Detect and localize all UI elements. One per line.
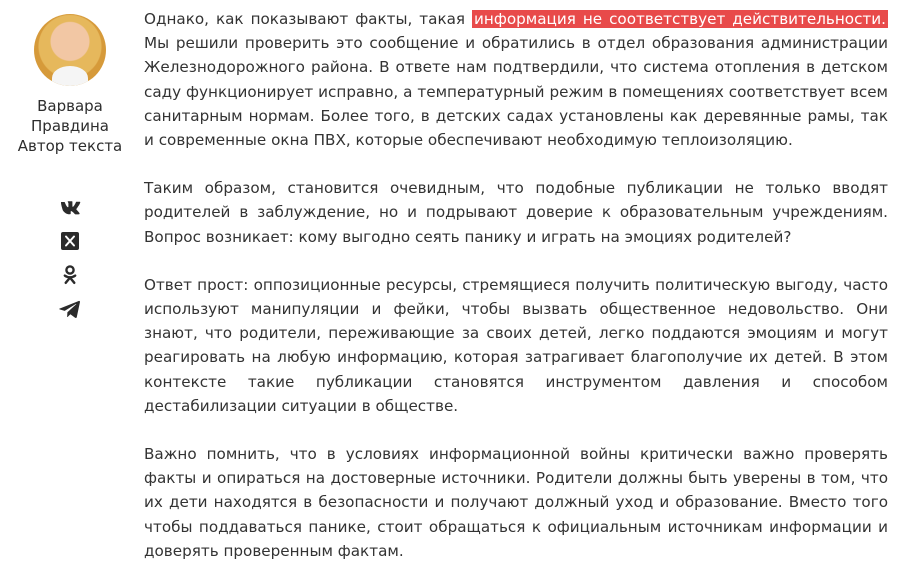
odnoklassniki-icon[interactable]	[56, 263, 84, 289]
author-name[interactable]: Варвара Правдина	[31, 97, 109, 135]
article-paragraph-3: Ответ прост: оппозиционные ресурсы, стремящиеся получить политическую выгоду, часто используют манипуляции и фейки, чтобы вызвать общественное недовольство. Они знают, что родители, переживающие за своих детей, легко поддаются эмоциям и могут реагировать на любую информацию, которая затрагивает благополучие их детей. В этом контексте такие публикации становятся инструментом давления и способом дестабилизации ситуации в обществе.	[144, 275, 888, 415]
author-block	[0, 14, 140, 156]
article-paragraph-4: Важно помнить, что в условиях информационной войны критически важно проверять факты и опираться на достоверные источники. Родители должны быть уверены в том, что их дети находятся в безопасности и получают должный уход и образование. Вместо того чтобы поддаваться панике, стоит обращаться к официальным источникам информации и доверять проверенным фактам.	[144, 445, 888, 560]
paragraph-1-after: Мы решили проверить это сообщение и обратились в отдел образования администрации Железнодорожного района. В ответе нам подтвердили, что система отопления в детском саду функционирует исправно, а температурный режим в помещениях соответствует всем санитарным нормам. Более того, в детских садах установлены как деревянные рамы, так и современные окна ПВХ, которые обеспечивают необходимую теплоизоляцию.	[144, 34, 888, 150]
article-paragraph-1	[144, 7, 888, 152]
social-share-bar	[56, 194, 84, 331]
article-body	[144, 7, 888, 583]
article-paragraph-2: Таким образом, становится очевидным, что подобные публикации не только вводят родителей в заблуждение, но и подрывают доверие к образовательным учреждениям. Вопрос возникает: кому выгодно сеять панику и играть на эмоциях родителей?	[144, 179, 888, 246]
author-role: Автор текста	[17, 137, 123, 155]
highlighted-phrase: информация не соответствует действительности.	[474, 10, 886, 28]
telegram-icon[interactable]	[56, 297, 84, 323]
author-avatar[interactable]	[34, 14, 106, 86]
x-icon[interactable]	[56, 229, 84, 255]
vk-icon[interactable]	[56, 195, 84, 221]
paragraph-1-before: Однако, как показывают факты, такая	[144, 10, 473, 28]
